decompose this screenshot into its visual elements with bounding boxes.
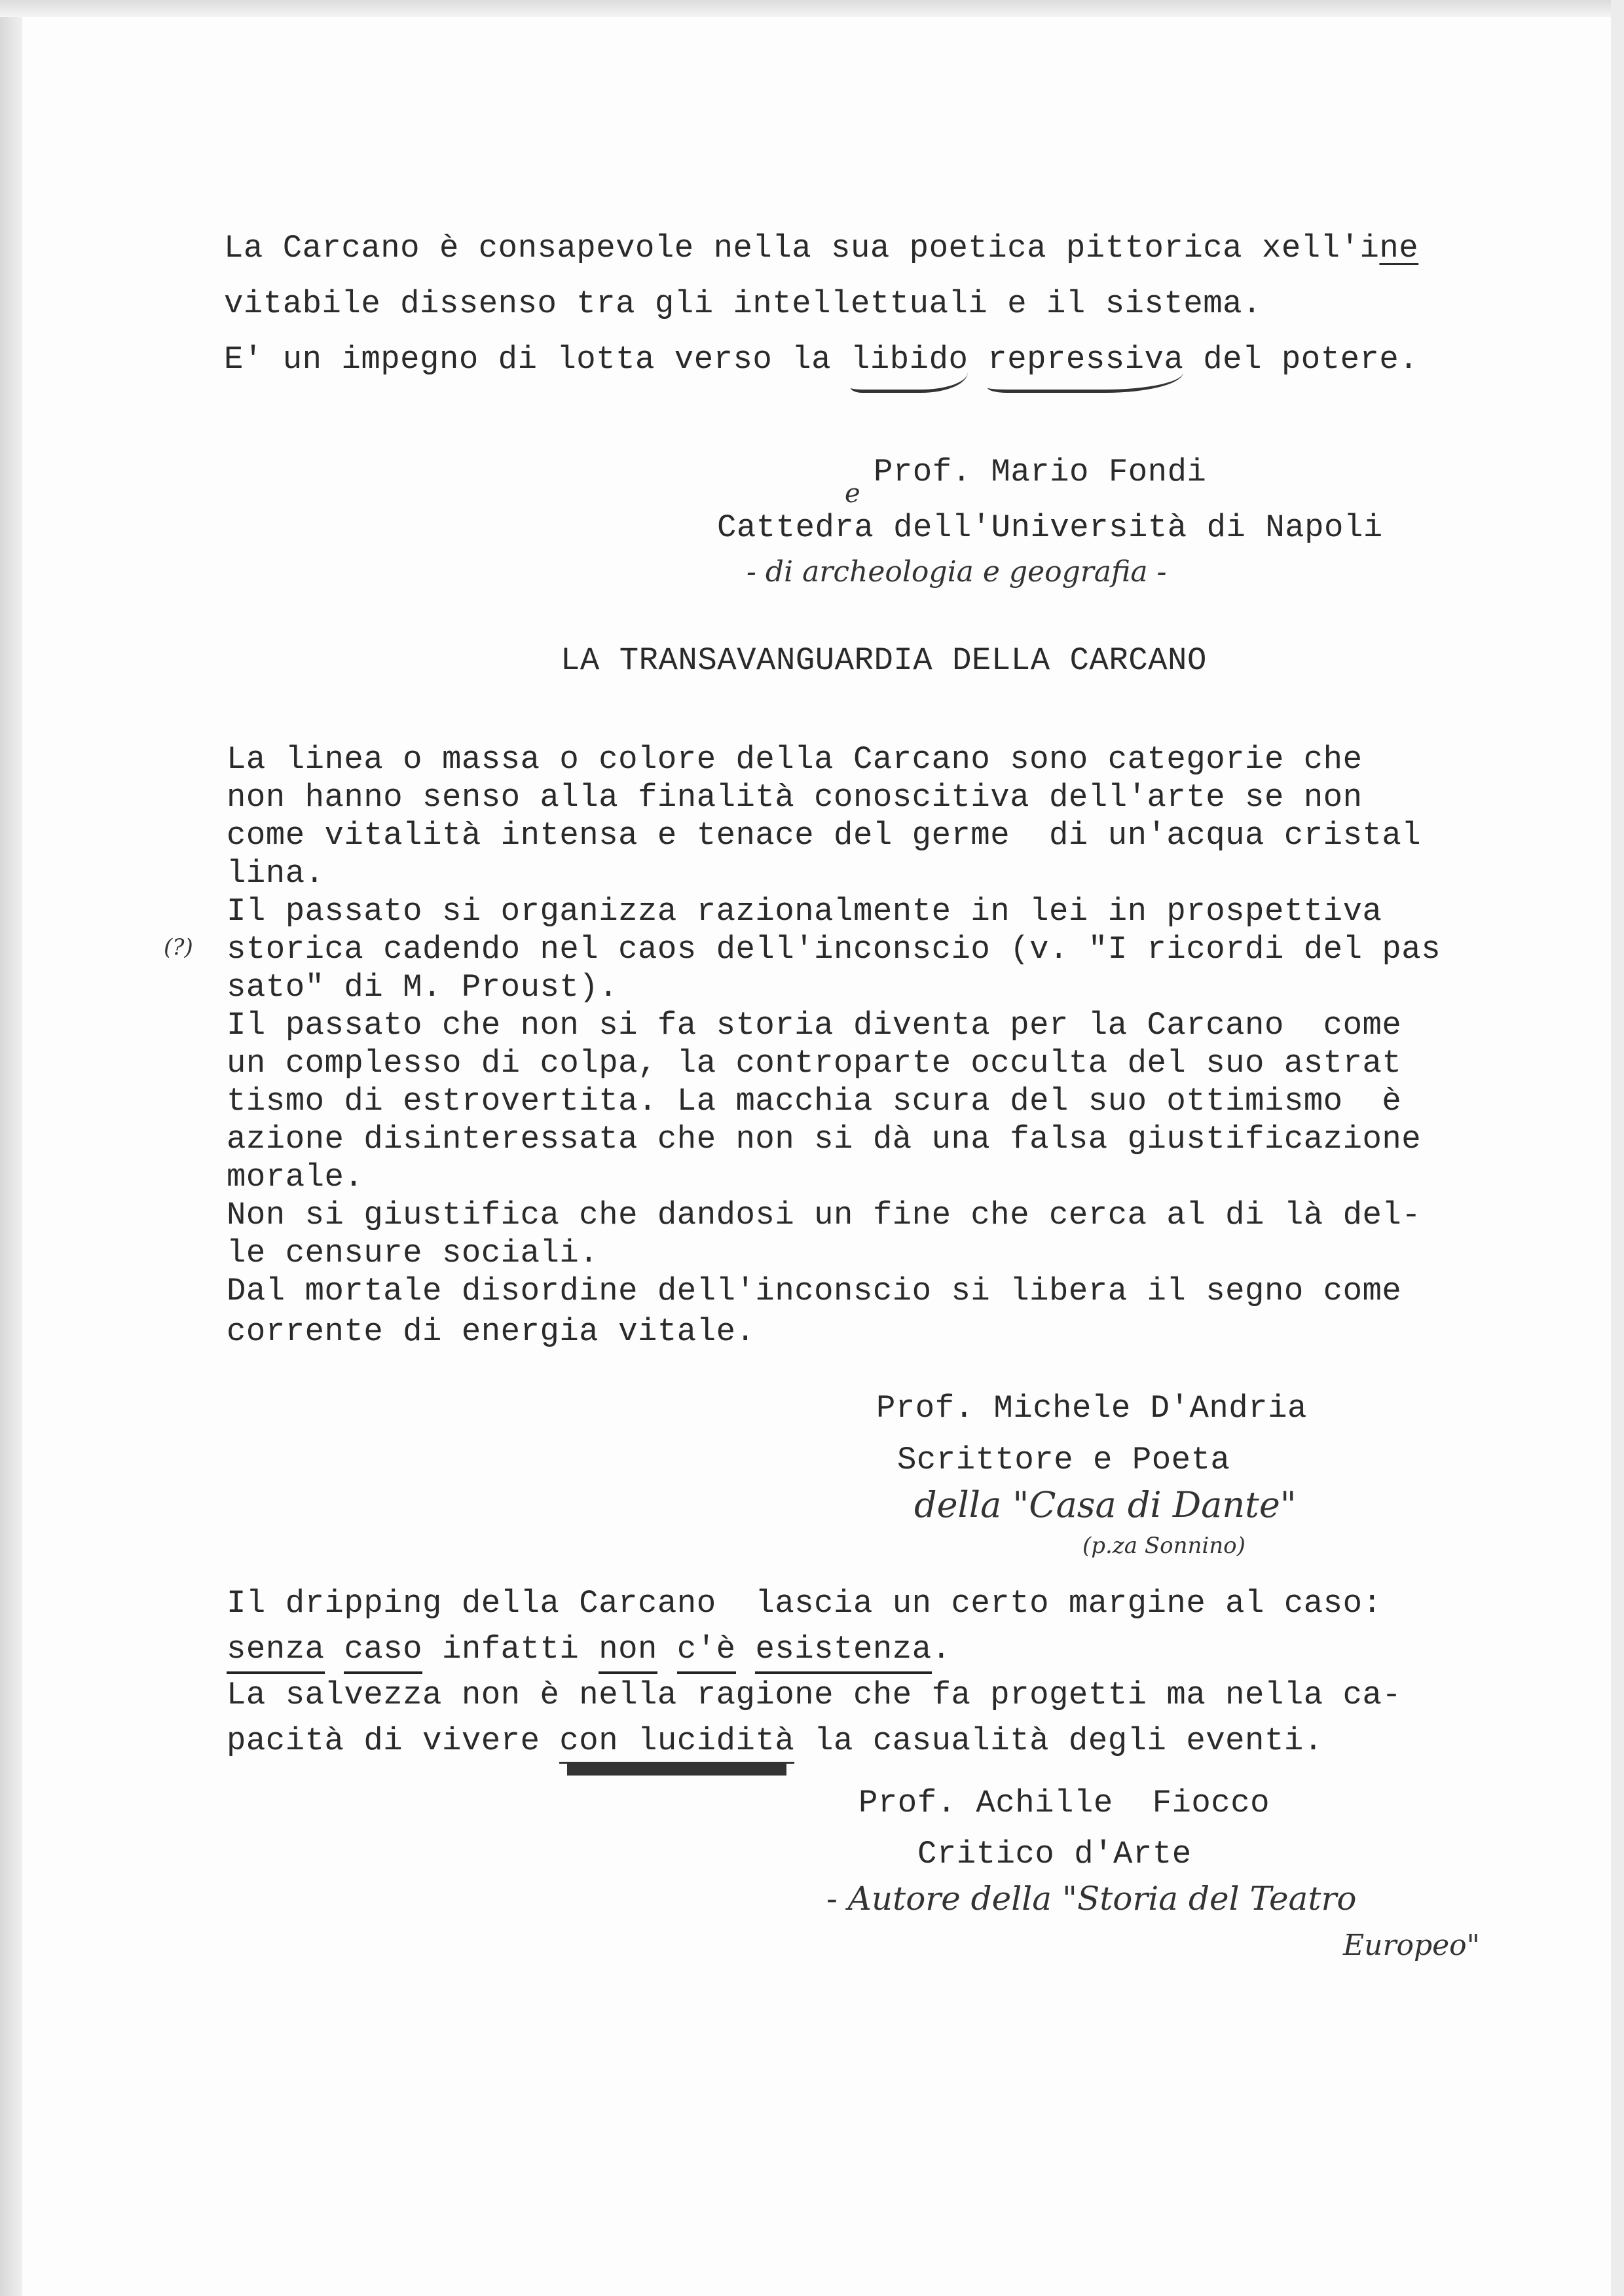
underlined-text: libido (851, 341, 968, 393)
text (968, 341, 987, 378)
paragraph-line: Non si giustifica che dandosi un fine che cerca al di là del- (227, 1197, 1422, 1233)
underlined-text: caso (344, 1631, 422, 1674)
paragraph-line (224, 285, 1262, 322)
paragraph-line (227, 1722, 1323, 1759)
paragraph-line: come vitalità intensa e tenace del germe di un'acqua cristal (227, 817, 1422, 854)
author-role: Critico d'Arte (917, 1836, 1192, 1872)
paragraph-line: azione disinteressata che non si dà una falsa giustificazione (227, 1121, 1422, 1157)
paragraph-line: storica cadendo nel caos dell'inconscio (v. "I ricordi del pas (227, 931, 1441, 968)
paragraph-line: le censure sociali. (227, 1235, 599, 1271)
author-role: Scrittore e Poeta (897, 1442, 1230, 1478)
handwritten-correction: e (845, 479, 860, 509)
underlined-text: non (599, 1631, 657, 1674)
paragraph-line: corrente di energia vitale. (227, 1313, 756, 1350)
text: Il dripping della Carcano lascia un certo margine al caso: (227, 1585, 1382, 1622)
paragraph-line (224, 232, 1418, 264)
text: infatti (422, 1631, 599, 1667)
paragraph-line: sato" di M. Proust). (227, 969, 619, 1006)
section-title: LA TRANSAVANGUARDIA DELLA CARCANO (561, 642, 1207, 679)
handwritten-note: - di archeologia e geografia - (747, 555, 1167, 589)
author-name: Prof. Achille Fiocco (858, 1785, 1270, 1821)
text: la casualità degli eventi. (794, 1722, 1323, 1759)
underlined-text: esistenza (755, 1631, 931, 1674)
underlined-text: repressiva (987, 341, 1183, 393)
handwritten-note: - Autore della "Storia del Teatro (826, 1880, 1357, 1918)
author-name: Prof. Mario Fondi (874, 454, 1207, 490)
paragraph-line: Il passato si organizza razionalmente in lei in prospettiva (227, 893, 1382, 930)
paragraph-line: lina. (227, 855, 325, 892)
paragraph-line: Il passato che non si fa storia diventa per la Carcano come (227, 1007, 1402, 1044)
text: La salvezza non è nella ragione che fa progetti ma nella ca- (227, 1677, 1402, 1713)
handwritten-question-mark: (?) (164, 934, 193, 960)
paragraph-line (224, 341, 1419, 378)
scan-edge (1611, 0, 1624, 2296)
paragraph-line: non hanno senso alla finalità conoscitiva dell'arte se non (227, 779, 1363, 816)
handwritten-note: (p.za Sonnino) (1082, 1533, 1246, 1559)
underlined-text: senza (227, 1631, 325, 1674)
text: del potere. (1183, 341, 1419, 378)
handwritten-note: della "Casa di Dante" (914, 1484, 1297, 1525)
text (325, 1631, 344, 1667)
scan-edge (0, 0, 1624, 17)
paragraph-line: Dal mortale disordine dell'inconscio si libera il segno come (227, 1273, 1402, 1309)
paragraph-line (227, 1633, 951, 1666)
text (736, 1631, 756, 1667)
author-name: Prof. Michele D'Andria (876, 1390, 1307, 1427)
author-role: Cattedra dell'Università di Napoli (717, 509, 1383, 546)
text: La Carcano è consapevole nella sua poetica pittorica xell'i (224, 230, 1380, 266)
scan-edge (0, 0, 22, 2296)
text (657, 1631, 677, 1667)
paragraph-line (227, 1679, 1401, 1711)
text: vitabile dissenso tra gli intellettuali e il sistema. (224, 285, 1262, 322)
text: pacità di vivere (227, 1722, 560, 1759)
underlined-text: c'è (677, 1631, 736, 1674)
text: ne (1379, 230, 1419, 266)
paragraph-line (227, 1585, 1382, 1622)
paragraph-line: un complesso di colpa, la controparte occulta del suo astrat (227, 1045, 1402, 1082)
paragraph-line: morale. (227, 1159, 364, 1195)
paragraph-line: La linea o massa o colore della Carcano sono categorie che (227, 741, 1363, 778)
text: . (931, 1631, 951, 1667)
paragraph-line: tismo di estrovertita. La macchia scura del suo ottimismo è (227, 1083, 1402, 1120)
underlined-text: con lucidità (559, 1722, 794, 1764)
text: E' un impegno di lotta verso la (224, 341, 851, 378)
handwritten-note: Europeo" (1343, 1929, 1480, 1962)
